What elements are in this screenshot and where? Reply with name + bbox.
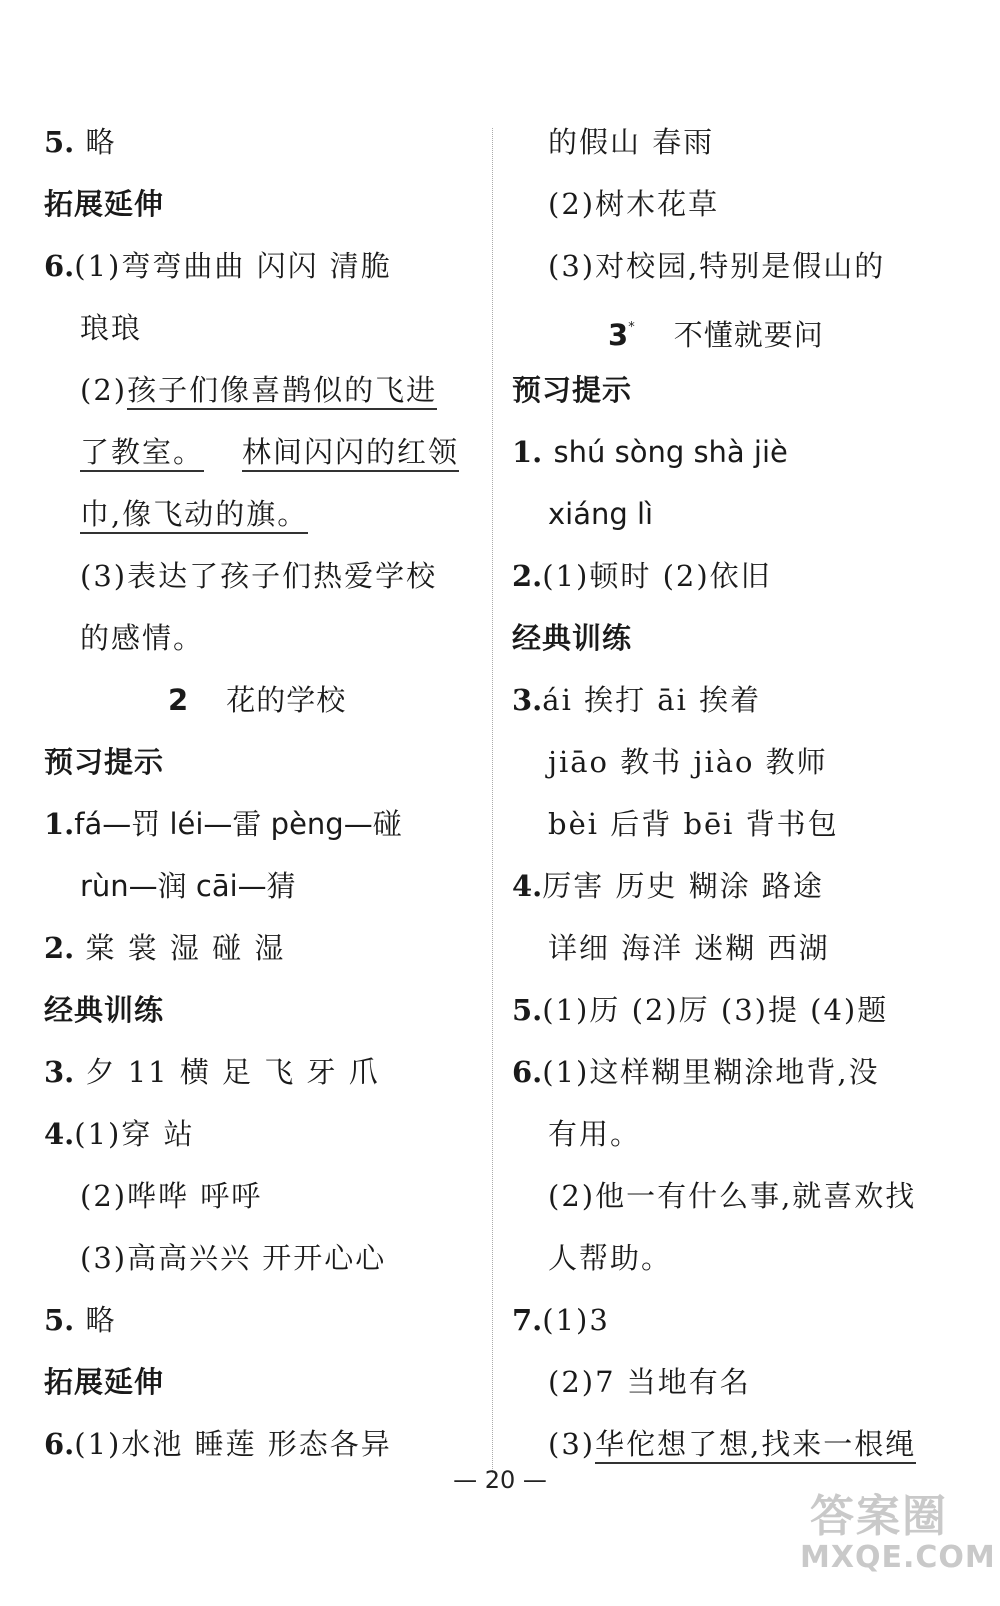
answer-r-7-3: (3)华佗想了想,找来一根绳 — [548, 1424, 916, 1464]
watermark-logo — [800, 1480, 996, 1600]
answer-4-3: (3)高高兴兴 开开心心 — [80, 1241, 387, 1275]
answer-r-5: 5.(1)历 (2)厉 (3)提 (4)题 — [512, 993, 889, 1027]
answer-6-3-cont: 的感情。 — [80, 621, 205, 655]
answer-6b: 6.(1)水池 睡莲 形态各异 — [44, 1427, 392, 1461]
page-number: — 20 — — [453, 1466, 547, 1494]
answer-r-3: 3.ái 挨打 āi 挨着 — [512, 683, 762, 717]
answer-r3: (3)对校园,特别是假山的 — [548, 249, 886, 283]
answer-r-3-2: jiāo 教书 jiào 教师 — [548, 745, 828, 779]
section-heading-training-r: 经典训练 — [512, 621, 633, 655]
answer-3: 3. 夕 11 横 足 飞 牙 爪 — [44, 1055, 380, 1089]
answer-4: 4.(1)穿 站 — [44, 1117, 195, 1151]
answer-4-2: (2)哗哗 呼呼 — [80, 1179, 263, 1213]
answer-r-4: 4.厉害 历史 糊涂 路途 — [512, 869, 824, 903]
answer-r-6-2-cont: 人帮助。 — [548, 1241, 673, 1275]
answer-6: 6.(1)弯弯曲曲 闪闪 清脆 — [44, 249, 392, 283]
answer-r-7-2: (2)7 当地有名 — [548, 1365, 751, 1399]
section-heading-extension-2: 拓展延伸 — [44, 1365, 165, 1399]
answer-r-1-cont: xiáng lì — [548, 497, 654, 531]
answer-r2: (2)树木花草 — [548, 187, 720, 221]
answer-5: 5. 略 — [44, 125, 117, 159]
answer-6-2-cont2: 巾,像飞动的旗。 — [80, 494, 308, 534]
answer-6-2: (2)孩子们像喜鹊似的飞进 — [80, 370, 437, 410]
answer-2: 2. 棠 裳 湿 碰 湿 — [44, 931, 286, 965]
watermark-line2: MXQE.COM — [800, 1540, 996, 1575]
answer-r-4-2: 详细 海洋 迷糊 西湖 — [548, 931, 830, 965]
section-heading-training: 经典训练 — [44, 993, 165, 1027]
answer-r-2: 2.(1)顿时 (2)依旧 — [512, 559, 772, 593]
answer-1: 1.fá—罚 léi—雷 pèng—碰 — [44, 807, 402, 841]
answer-r-3-3: bèi 后背 bēi 背书包 — [548, 807, 839, 841]
answer-6-cont: 琅琅 — [80, 311, 143, 345]
lesson-title-2: 2 花的学校 — [168, 683, 347, 717]
section-heading-extension: 拓展延伸 — [44, 187, 165, 221]
answer-5b: 5. 略 — [44, 1303, 117, 1337]
answer-1-cont: rùn—润 cāi—猜 — [80, 869, 296, 903]
column-divider — [492, 128, 493, 1473]
answer-r-6-cont: 有用。 — [548, 1117, 642, 1151]
answer-r-6: 6.(1)这样糊里糊涂地背,没 — [512, 1055, 880, 1089]
answer-r-7: 7.(1)3 — [512, 1303, 610, 1337]
lesson-title-3: 3* 不懂就要问 — [608, 318, 824, 352]
watermark-line1: 答案圈 — [810, 1491, 948, 1542]
answer-r-1: 1. shú sòng shà jiè — [512, 435, 788, 469]
answer-r1: 的假山 春雨 — [548, 125, 715, 159]
answer-r-6-2: (2)他一有什么事,就喜欢找 — [548, 1179, 917, 1213]
answer-6-2-cont: 了教室。 林间闪闪的红领 — [80, 432, 459, 472]
section-heading-preview-r: 预习提示 — [512, 373, 633, 407]
section-heading-preview: 预习提示 — [44, 745, 165, 779]
answer-6-3: (3)表达了孩子们热爱学校 — [80, 559, 438, 593]
